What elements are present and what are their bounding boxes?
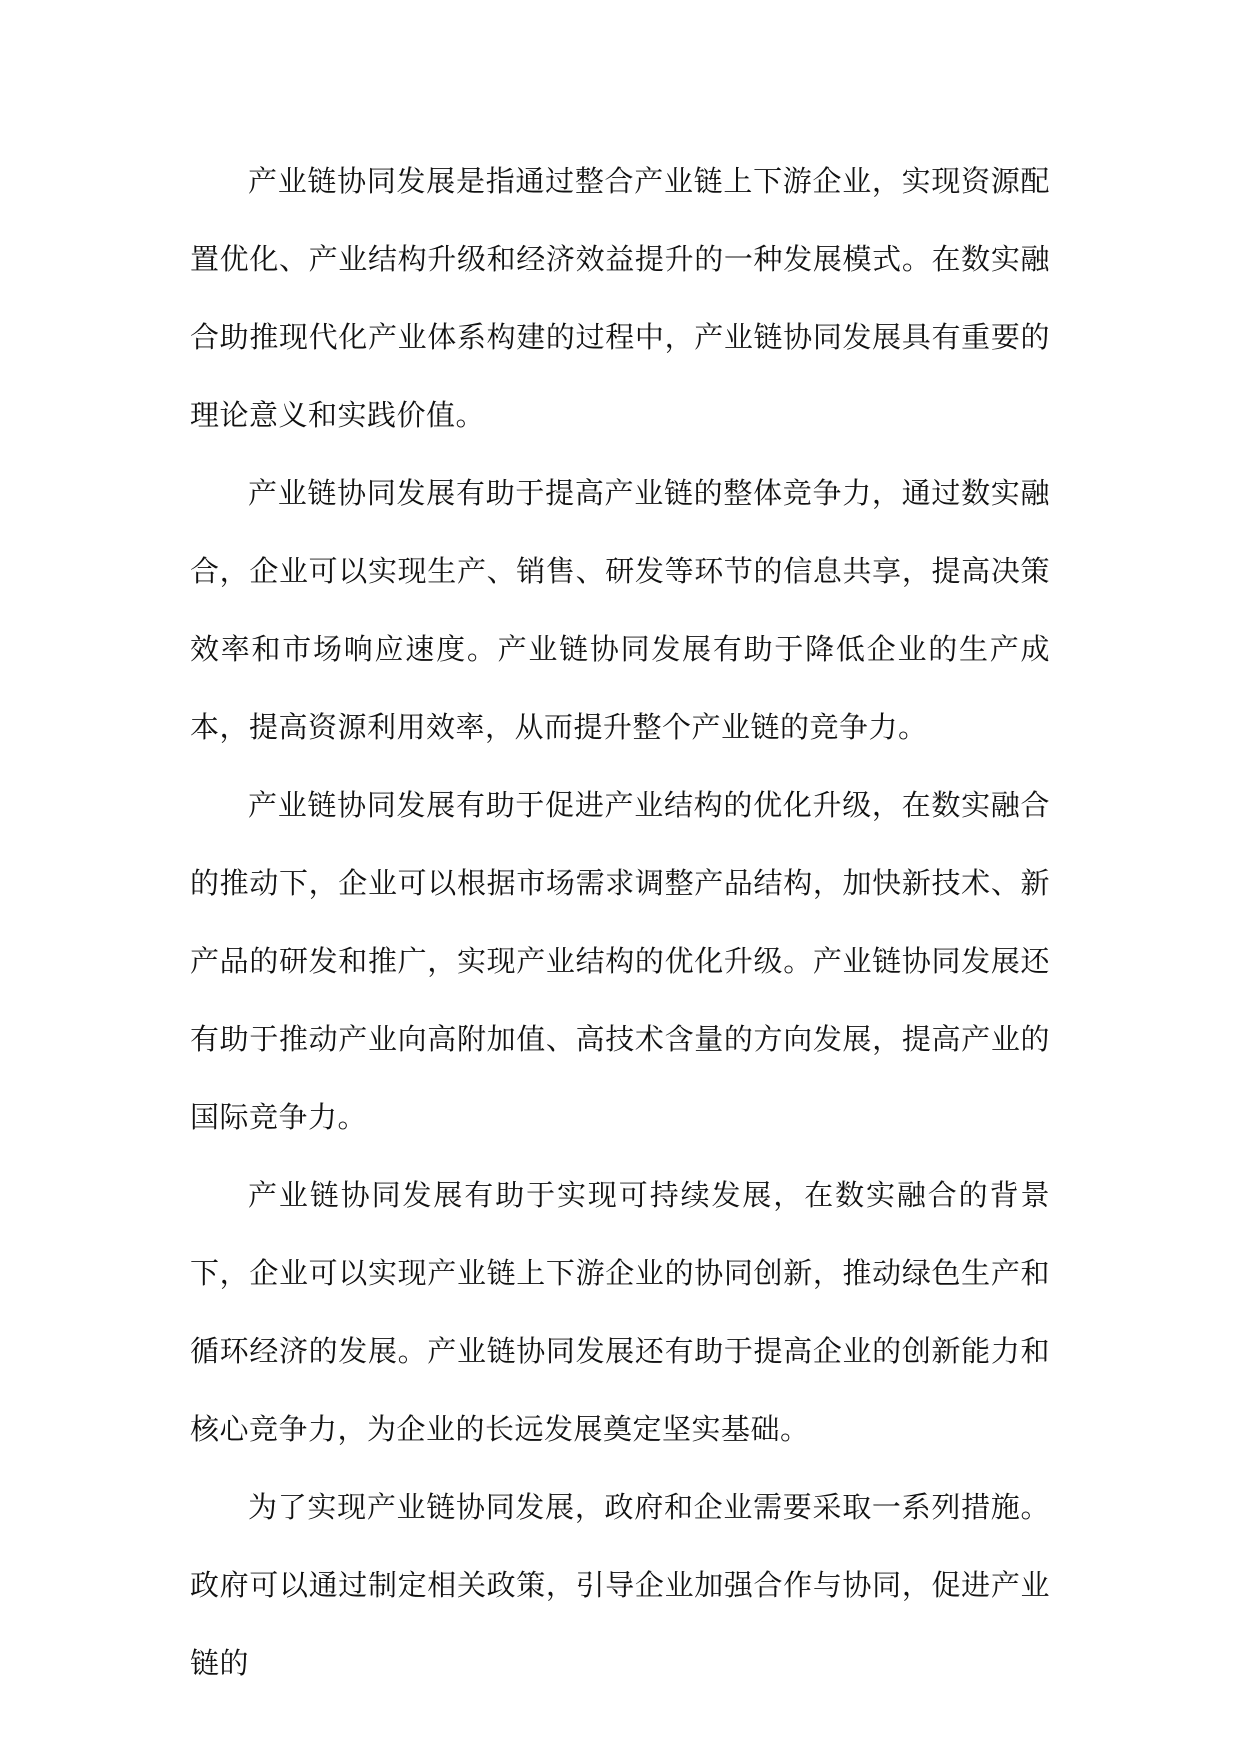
paragraph-5: 为了实现产业链协同发展，政府和企业需要采取一系列措施。政府可以通过制定相关政策，引导企业加强合作与协同，促进产业链的 xyxy=(190,1490,1050,1680)
paragraph-1: 产业链协同发展是指通过整合产业链上下游企业，实现资源配置优化、产业结构升级和经济效益提升的一种发展模式。在数实融合助推现代化产业体系构建的过程中，产业链协同发展具有重要的理论意义和实践价值。 xyxy=(190,164,1050,432)
document-body xyxy=(190,142,1050,1702)
paragraph-4: 产业链协同发展有助于实现可持续发展，在数实融合的背景下，企业可以实现产业链上下游企业的协同创新，推动绿色生产和循环经济的发展。产业链协同发展还有助于提高企业的创新能力和核心竞争力，为企业的长远发展奠定坚实基础。 xyxy=(190,1178,1050,1446)
paragraph-2: 产业链协同发展有助于提高产业链的整体竞争力，通过数实融合，企业可以实现生产、销售、研发等环节的信息共享，提高决策效率和市场响应速度。产业链协同发展有助于降低企业的生产成本，提高资源利用效率，从而提升整个产业链的竞争力。 xyxy=(190,476,1050,744)
paragraph-3: 产业链协同发展有助于促进产业结构的优化升级，在数实融合的推动下，企业可以根据市场需求调整产品结构，加快新技术、新产品的研发和推广，实现产业结构的优化升级。产业链协同发展还有助于推动产业向高附加值、高技术含量的方向发展，提高产业的国际竞争力。 xyxy=(190,788,1050,1134)
